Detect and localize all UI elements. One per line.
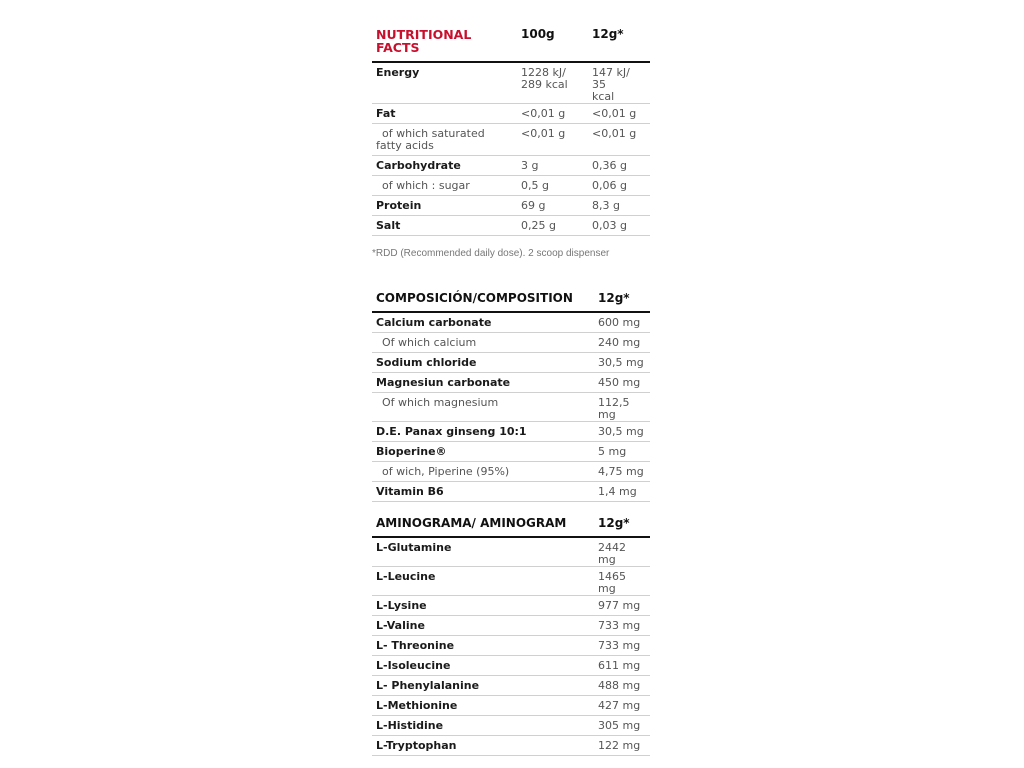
table-title: COMPOSICIÓN/COMPOSITION bbox=[372, 292, 594, 312]
value-100g: 0,5 g bbox=[517, 176, 588, 196]
table-row bbox=[372, 353, 650, 373]
value-100g: <0,01 g bbox=[517, 124, 588, 156]
table-row bbox=[372, 104, 650, 124]
row-label: Salt bbox=[372, 216, 517, 236]
row-value: 4,75 mg bbox=[594, 462, 650, 482]
value-line: 289 kcal bbox=[521, 78, 568, 91]
table-title bbox=[372, 28, 517, 62]
table-row bbox=[372, 176, 650, 196]
title-line: FACTS bbox=[376, 40, 420, 55]
value-line: 1228 kJ/ bbox=[521, 66, 566, 79]
row-label: L-Isoleucine bbox=[372, 656, 594, 676]
table-row bbox=[372, 333, 650, 353]
row-value: 2442 mg bbox=[594, 537, 650, 567]
row-value: 733 mg bbox=[594, 636, 650, 656]
label-line: fatty acids bbox=[376, 139, 434, 152]
table-row bbox=[372, 636, 650, 656]
table-row bbox=[372, 62, 650, 104]
row-label: Fat bbox=[372, 104, 517, 124]
table-row bbox=[372, 656, 650, 676]
value-12g: <0,01 g bbox=[588, 124, 650, 156]
row-value: 305 mg bbox=[594, 716, 650, 736]
row-label: L-Valine bbox=[372, 616, 594, 636]
value-12g: 0,03 g bbox=[588, 216, 650, 236]
row-value: 977 mg bbox=[594, 596, 650, 616]
row-value: 450 mg bbox=[594, 373, 650, 393]
title-line: NUTRITIONAL bbox=[376, 27, 472, 42]
column-header: 100g bbox=[517, 28, 588, 62]
table-title: AMINOGRAMA/ AMINOGRAM bbox=[372, 517, 594, 537]
row-value: 488 mg bbox=[594, 676, 650, 696]
table-row bbox=[372, 596, 650, 616]
table-row bbox=[372, 196, 650, 216]
value-12g: 0,06 g bbox=[588, 176, 650, 196]
row-label: Of which magnesium bbox=[372, 393, 594, 422]
value-100g: 0,25 g bbox=[517, 216, 588, 236]
table-header bbox=[372, 517, 650, 537]
value-100g: <0,01 g bbox=[517, 104, 588, 124]
table-row bbox=[372, 312, 650, 333]
row-label: Calcium carbonate bbox=[372, 312, 594, 333]
row-label: Energy bbox=[372, 62, 517, 104]
row-value: 1,4 mg bbox=[594, 482, 650, 502]
row-label: Vitamin B6 bbox=[372, 482, 594, 502]
table-row bbox=[372, 393, 650, 422]
row-label: L- Threonine bbox=[372, 636, 594, 656]
row-label: of which : sugar bbox=[372, 176, 517, 196]
row-value: 611 mg bbox=[594, 656, 650, 676]
row-value: 427 mg bbox=[594, 696, 650, 716]
row-value: 112,5 mg bbox=[594, 393, 650, 422]
table-row bbox=[372, 537, 650, 567]
row-value: 240 mg bbox=[594, 333, 650, 353]
table-row bbox=[372, 482, 650, 502]
table-header bbox=[372, 28, 650, 62]
table-row bbox=[372, 716, 650, 736]
table-row bbox=[372, 216, 650, 236]
row-label: L- Phenylalanine bbox=[372, 676, 594, 696]
value-line: 147 kJ/ 35 bbox=[592, 66, 630, 91]
row-label: L-Glutamine bbox=[372, 537, 594, 567]
value-100g bbox=[517, 62, 588, 104]
row-value: 122 mg bbox=[594, 736, 650, 756]
table-row bbox=[372, 462, 650, 482]
row-label: L-Methionine bbox=[372, 696, 594, 716]
value-12g: <0,01 g bbox=[588, 104, 650, 124]
row-label: Bioperine® bbox=[372, 442, 594, 462]
value-100g: 69 g bbox=[517, 196, 588, 216]
value-line: kcal bbox=[592, 90, 615, 103]
row-label bbox=[372, 124, 517, 156]
value-12g: 8,3 g bbox=[588, 196, 650, 216]
row-value: 5 mg bbox=[594, 442, 650, 462]
label-line: of which saturated bbox=[382, 127, 485, 140]
table-row bbox=[372, 676, 650, 696]
row-label: L-Leucine bbox=[372, 567, 594, 596]
table-row bbox=[372, 422, 650, 442]
row-value: 733 mg bbox=[594, 616, 650, 636]
table-row bbox=[372, 567, 650, 596]
row-value: 30,5 mg bbox=[594, 353, 650, 373]
column-header: 12g* bbox=[594, 517, 650, 537]
table-row bbox=[372, 373, 650, 393]
row-value: 1465 mg bbox=[594, 567, 650, 596]
footnote: *RDD (Recommended daily dose). 2 scoop dispenser bbox=[372, 248, 610, 259]
row-label: L-Tryptophan bbox=[372, 736, 594, 756]
value-100g: 3 g bbox=[517, 156, 588, 176]
row-label: of wich, Piperine (95%) bbox=[372, 462, 594, 482]
row-label: Magnesiun carbonate bbox=[372, 373, 594, 393]
column-header: 12g* bbox=[588, 28, 650, 62]
row-label: Carbohydrate bbox=[372, 156, 517, 176]
nutritional-facts-table bbox=[372, 28, 650, 236]
row-label: D.E. Panax ginseng 10:1 bbox=[372, 422, 594, 442]
row-value: 30,5 mg bbox=[594, 422, 650, 442]
aminogram-table bbox=[372, 517, 650, 756]
column-header: 12g* bbox=[594, 292, 650, 312]
table-row bbox=[372, 696, 650, 716]
table-header bbox=[372, 292, 650, 312]
table-row bbox=[372, 442, 650, 462]
row-value: 600 mg bbox=[594, 312, 650, 333]
row-label: Of which calcium bbox=[372, 333, 594, 353]
table-row bbox=[372, 124, 650, 156]
value-12g: 0,36 g bbox=[588, 156, 650, 176]
row-label: Sodium chloride bbox=[372, 353, 594, 373]
table-row bbox=[372, 156, 650, 176]
row-label: Protein bbox=[372, 196, 517, 216]
row-label: L-Lysine bbox=[372, 596, 594, 616]
table-row bbox=[372, 736, 650, 756]
composition-table bbox=[372, 292, 650, 502]
value-12g bbox=[588, 62, 650, 104]
row-label: L-Histidine bbox=[372, 716, 594, 736]
table-row bbox=[372, 616, 650, 636]
